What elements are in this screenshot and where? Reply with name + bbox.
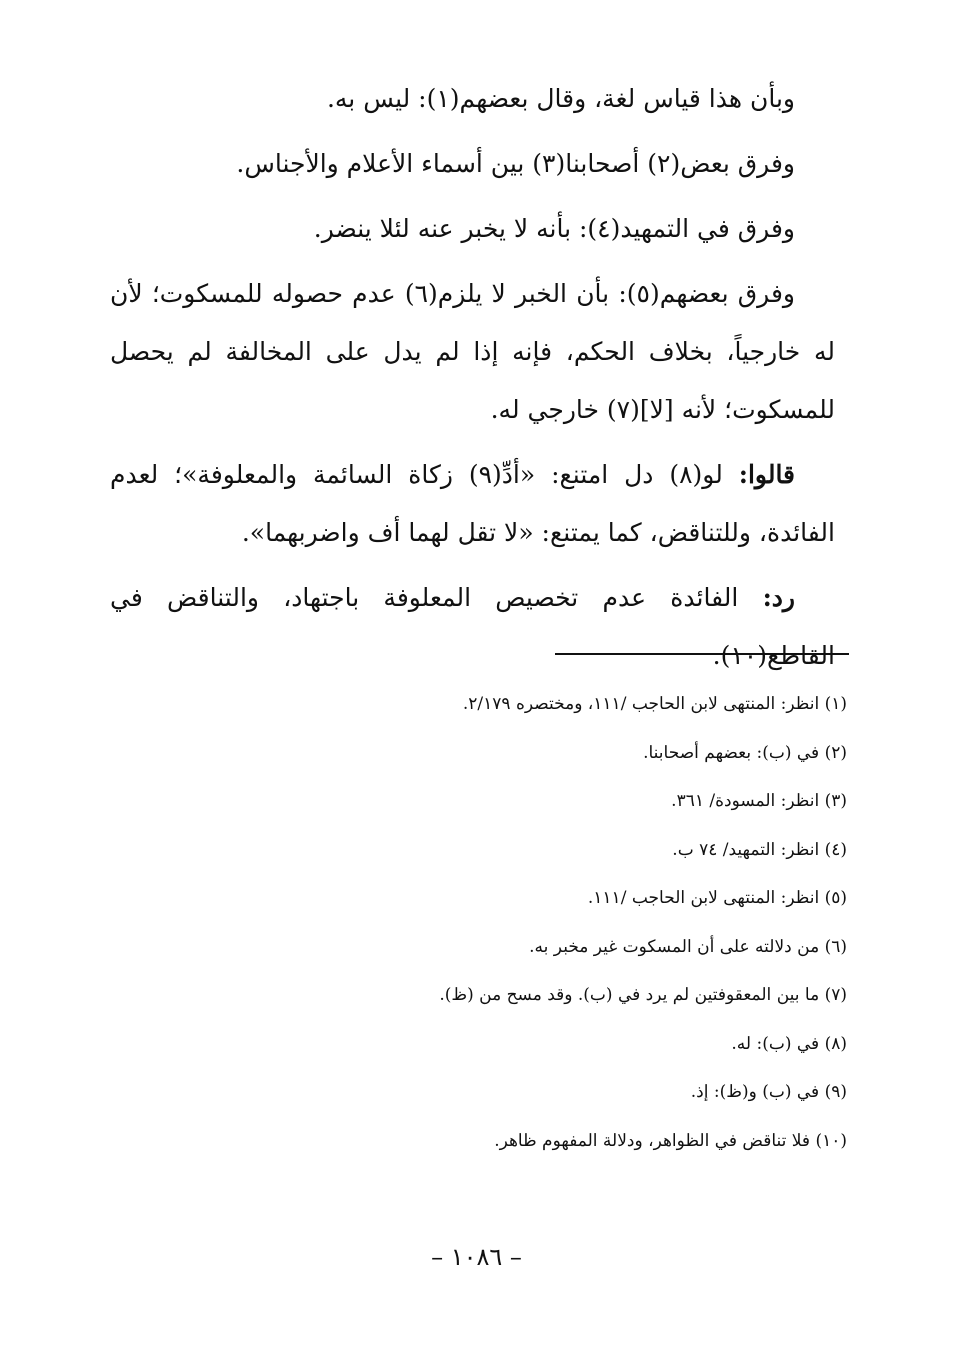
footnote-5: (٥) انظر: المنتهى لابن الحاجب /١١١. <box>587 888 847 908</box>
page-number: – ١٠٨٦ – <box>431 1243 522 1271</box>
footnote-6: (٦) من دلالته على أن المسكوت غير مخبر به. <box>529 936 847 957</box>
main-text-block <box>110 70 835 692</box>
footnote-divider <box>555 653 849 655</box>
footnote-2: (٢) في (ب): بعضهم أصحابنا. <box>643 742 847 763</box>
footnote-9: (٩) في (ب) و(ظ): إذ. <box>690 1082 847 1102</box>
footnote-8: (٨) في (ب): له. <box>731 1033 847 1054</box>
footnotes-block <box>107 680 847 1165</box>
paragraph-3: وفرق في التمهيد(٤): بأنه لا يخبر عنه لئلا ينضر. <box>313 214 795 243</box>
footnote-10: (١٠) فلا تناقض في الظواهر، ودلالة المفهوم ظاهر. <box>494 1130 847 1151</box>
footnote-3: (٣) انظر: المسودة/ ٣٦١. <box>671 791 847 811</box>
paragraph-5-text: لو(٨) دل امتنع: «أدِّ(٩) زكاة السائمة والمعلوفة»؛ لعدم الفائدة، وللتناقض، كما يمتنع: «لا تقل لهما أف واضربهما». <box>110 460 835 547</box>
term-qalu: قالوا: <box>738 460 796 489</box>
footnote-4: (٤) انظر: التمهيد/ ٧٤ ب. <box>672 839 847 860</box>
paragraph-5 <box>110 446 835 562</box>
paragraph-4: وفرق بعضهم(٥): بأن الخبر لا يلزم(٦) عدم حصوله للمسكوت؛ لأن له خارجياً، بخلاف الحكم، فإنه إذا لم يدل على المخالفة لم يحصل للمسكوت؛ لأنه [لا](٧) خارجي له. <box>110 279 835 424</box>
paragraph-6-text: الفائدة عدم تخصيص المعلوفة باجتهاد، والتناقض في القاطع(١٠). <box>110 583 835 670</box>
paragraph-2: وفرق بعض(٢) أصحابنا(٣) بين أسماء الأعلام والأجناس. <box>236 149 795 178</box>
term-radd: رد: <box>762 583 795 612</box>
footnote-1: (١) انظر: المنتهى لابن الحاجب /١١١، ومختصره ٢/١٧٩. <box>462 694 847 714</box>
paragraph-6 <box>110 569 835 685</box>
footnote-7: (٧) ما بين المعقوفتين لم يرد في (ب). وقد مسح من (ظ). <box>439 985 847 1005</box>
paragraph-1: وبأن هذا قياس لغة، وقال بعضهم(١): ليس به. <box>326 84 795 113</box>
